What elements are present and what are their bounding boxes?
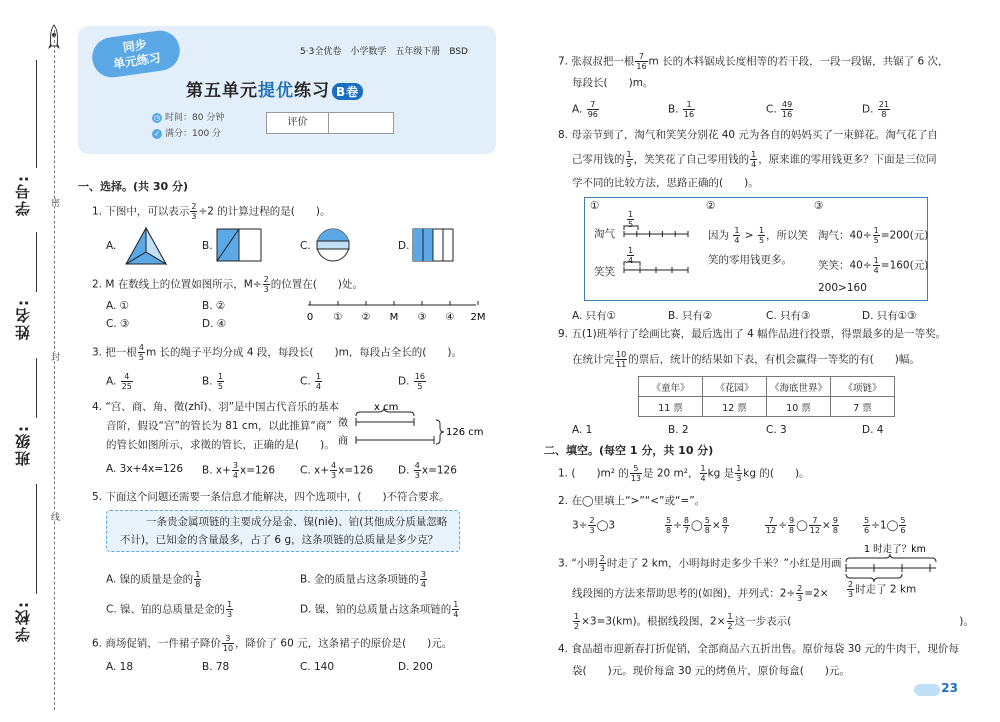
q3-option-d[interactable]: D. $\frac{16}{5}$ [398,372,425,391]
number-line-label: M [389,312,399,323]
evaluation-box [266,112,394,134]
cut-line [54,30,55,710]
table-cell: 12 票 [703,397,767,417]
fill-1: 1. ( )m² 的 $\frac{5}{13}$ 是 20 m²， $\frac{1}{4}$ kg 是 $\frac{1}{3}$ kg 的( )。 [558,464,810,483]
binding-margin [0,0,70,722]
q8-line-2: 己零用钱的 $\frac{1}{5}$ ，笑笑花了自己零用钱的 $\frac{1}{4}$ ，原来谁的零用钱更多？下面是三位同 [572,150,937,169]
q7-fraction: $\frac{7}{16}$ [636,52,647,71]
q2-option-d[interactable]: D. ④ [202,318,227,330]
number-line-label: 0 [306,312,314,323]
svg-text:1 时走了？km: 1 时走了？km [864,544,926,555]
fill-4-line-1: 4. 食品超市迎新春打折促销，全部商品六五折出售。原价每袋 30 元的牛肉干，现价每 [558,643,959,655]
q4-option-b[interactable]: B. x+ $\frac{3}{4}$ x=126 [202,461,276,480]
badge-line2: 单元练习 [112,50,162,72]
banji-line [36,358,37,418]
q2-option-c[interactable]: C. ③ [106,318,130,330]
q9-line-2: 在统计完 $\frac{10}{11}$ 的票后，统计的结果如下表，有机会赢得一等奖的有( )幅。 [572,350,920,369]
xingming-label: 姓名: [14,298,32,340]
q9-vote-table [638,376,895,417]
fill-3-diagram-bottom: $\frac{2}{3}$ 时走了 2 km [848,580,917,599]
q4-option-c[interactable]: C. x+ $\frac{4}{3}$ x=126 [300,461,374,480]
q9-line-1: 9. 五(1)班举行了绘画比赛，最后选出了 4 幅作品进行投票，得票最多的是一等奖。 [558,328,947,340]
number-line-label: 2M [470,312,486,323]
evaluation-field[interactable] [329,113,393,133]
fill-2-expr-3[interactable]: $\frac{7}{12}$ ÷ $\frac{9}{8}$ ◯ $\frac{7}{12}$ × $\frac{9}{8}$ [766,516,838,535]
q3-stem-b: m 长的绳子平均分成 4 段，每段长( )m，每段占全长的( )。 [145,346,462,359]
q5-option-b[interactable]: B. 金的质量占这条项链的 $\frac{3}{4}$ [300,570,426,589]
svg-text:126 cm: 126 cm [446,427,484,438]
title-highlight: 提优 [258,81,294,101]
title-part-a: 第五单元 [186,81,258,101]
evaluation-label: 评价 [267,113,329,133]
q1-option-c[interactable]: C. [300,240,311,252]
title-part-c: 练习 [294,81,330,101]
fill-3-line-3: $\frac{1}{2}$ ×3=3(km)。根据线段图，2× $\frac{1}{2}$ 这一步表示( )。 [574,612,974,631]
section-2-title: 二、填空。(每空 1 分，共 10 分) [544,444,714,457]
fill-2-expr-1[interactable]: 3÷ $\frac{2}{3}$ ◯3 [572,516,616,535]
xingming-line [36,232,37,292]
number-line-label: ④ [445,312,455,323]
svg-text:商: 商 [338,436,348,447]
fill-2-expr-4[interactable]: $\frac{5}{6}$ ÷1◯ $\frac{5}{6}$ [864,516,906,535]
q4-line-1: 4. “宫、商、角、徵(zhǐ)、羽”是中国古代音乐的基本 [92,401,340,413]
q8-line-1: 8. 母亲节到了，淘气和笑笑分别花 40 元为各自的妈妈买了一束鲜花。淘气花了自 [558,129,938,141]
q4-line-2: 音阶，假设“宫”的管长为 81 cm，以此推算“商” [106,420,332,432]
table-row [639,377,895,397]
xuexiao-line [36,484,37,594]
q1-figure-d [412,228,454,262]
table-row [639,397,895,417]
q8-method-1-num: ① [590,200,600,212]
number-line-label: ① [333,312,343,323]
q6-stem-a: 6. 商场促销，一件裙子降价 [92,637,221,650]
question-1 [92,202,330,221]
title-badge: B卷 [332,83,363,100]
question-2 [92,275,363,294]
q8-method-2-line2: 笑的零用钱更多。 [708,254,792,266]
q8-method-3-line2: 笑笑：40÷ $\frac{1}{4}$ =160(元) [818,256,929,275]
q5-option-c[interactable]: C. 镍、铂的总质量是金的 $\frac{1}{3}$ [106,600,233,619]
q8-xiaoxiao-label: 笑笑 [594,266,615,278]
q1-fraction: $\frac{2}{3}$ [191,202,197,221]
q8-bar2-frac: $\frac{1}{4}$ [628,246,634,265]
xuehao-line [36,60,37,168]
table-header: 《海底世界》 [767,377,831,397]
q8-option-a[interactable]: A. 只有① [572,310,617,322]
q5-info-line1: 一条贵金属项链的主要成分是金、镍(niè)、铂(其他成分质量忽略 [146,516,448,528]
q3-option-b[interactable]: B. $\frac{1}{5}$ [202,372,223,391]
cut-mark-mi: 密 [49,198,59,207]
page-number: 23 [941,681,958,695]
score-info [152,126,221,139]
q3-fraction: $\frac{4}{5}$ [138,343,144,362]
q8-method-2-num: ② [706,200,716,212]
q5-info-line2: 不计)，已知金的含量最多，占了 6 g，这条项链的总质量是多少克？ [120,534,439,546]
fill-4-line-2: 袋( )元。现价每盒 30 元的烤鱼片，原价每盒( )元。 [572,665,850,677]
q1-option-a[interactable]: A. [106,240,117,252]
q3-option-c[interactable]: C. $\frac{1}{4}$ [300,372,322,391]
number-line-label: ③ [417,312,427,323]
table-header: 《项链》 [831,377,895,397]
q2-fraction: $\frac{2}{3}$ [263,275,269,294]
q2-stem-b: 的位置在( )处。 [270,278,363,291]
q8-bar1-frac: $\frac{1}{5}$ [628,210,634,229]
fill-2-stem: 2. 在◯里填上“>”“<”或“=”。 [558,495,706,507]
q7-option-b[interactable]: B. $\frac{1}{16}$ [668,100,695,119]
fill-3-line-1: 3. “小明 $\frac{2}{3}$ 时走了 2 km，小明每时走多少千米？”小红是用画 [558,554,842,573]
q1-option-b[interactable]: B. [202,240,213,252]
time-text: 时间：80 分钟 [165,113,225,123]
q7-option-d[interactable]: D. $\frac{21}{8}$ [862,100,889,119]
page-number-decoration [914,684,940,696]
fill-2-expr-2[interactable]: $\frac{5}{8}$ ÷ $\frac{8}{7}$ ◯ $\frac{5}{8}$ × $\frac{8}{7}$ [666,516,728,535]
table-header: 《童年》 [639,377,703,397]
q2-option-b[interactable]: B. ② [202,300,226,312]
q1-option-d[interactable]: D. [398,240,410,252]
q8-option-b[interactable]: B. 只有② [668,310,713,322]
series-info: 5·3全优卷 小学数学 五年级下册 BSD [300,47,468,57]
q4-line-3: 的管长如图所示，求徵的管长，正确的是( )。 [106,439,335,451]
q8-method-2-line1: 因为 $\frac{1}{4}$ > $\frac{1}{5}$ ，所以笑 [708,226,809,245]
question-7: 7. 张叔叔把一根 $\frac{7}{16}$ m 长的木料锯成长度相等的若干段，一段一段锯，共锯了 6 次， [558,52,949,71]
q2-number-line [306,296,486,326]
q9-option-a[interactable]: A. 1 [572,424,593,436]
table-cell: 7 票 [831,397,895,417]
q8-segment-diagram [622,222,692,278]
fill-3-line-2: 线段图的方法来帮助思考的(如图)，并列式：2÷ $\frac{2}{3}$ =2× [572,584,829,603]
time-info [152,110,224,123]
q6-option-c[interactable]: C. 140 [300,661,335,673]
q1-stem-a: 1. 下图中，可以表示 [92,205,190,218]
q5-option-d[interactable]: D. 镍、铂的总质量占这条项链的 $\frac{1}{4}$ [300,600,459,619]
q7-option-a[interactable]: A. $\frac{7}{96}$ [572,100,598,119]
question-3 [92,343,462,362]
clock-icon: ◷ [153,114,161,122]
q6-option-d[interactable]: D. 200 [398,661,433,673]
q8-method-3-line1: 淘气：40÷ $\frac{1}{5}$ =200(元) [818,226,929,245]
q2-stem-a: 2. M 在数线上的位置如图所示，M÷ [92,278,262,291]
q1-stem-b: ÷2 的计算过程的是( )。 [198,205,331,218]
svg-text:徵: 徵 [338,418,348,429]
q4-figure [336,398,486,456]
q9-option-b[interactable]: B. 2 [668,424,689,436]
q8-method-3-num: ③ [814,200,824,212]
q5-option-a[interactable]: A. 镍的质量是金的 $\frac{1}{8}$ [106,570,201,589]
question-5: 5. 下面这个问题还需要一条信息才能解决，四个选项中，( )不符合要求。 [92,491,450,503]
q6-stem-b: ，降价了 60 元，这条裙子的原价是( )元。 [235,637,453,650]
q6-option-b[interactable]: B. 78 [202,661,230,673]
q4-option-d[interactable]: D. $\frac{4}{3}$ x=126 [398,461,457,480]
q6-option-a[interactable]: A. 18 [106,661,134,673]
table-cell: 10 票 [767,397,831,417]
q1-figure-b [216,228,262,262]
q2-option-a[interactable]: A. ① [106,300,130,312]
q4-option-a[interactable]: A. 3x+4x=126 [106,463,184,475]
q4-fig-x: x cm [374,402,399,413]
q8-line-3: 学不同的比较方法，思路正确的( )。 [572,177,759,189]
xuexiao-label: 学校: [14,600,32,642]
q3-option-a[interactable]: A. $\frac{4}{25}$ [106,372,132,391]
cut-mark-feng: 封 [49,352,59,361]
table-cell: 11 票 [639,397,703,417]
xuehao-label: 学号: [14,174,32,216]
question-6 [92,634,452,653]
q7-line-2: 每段长( )m。 [572,77,654,89]
number-line-label: ② [361,312,371,323]
score-text: 满分：100 分 [165,129,222,139]
q6-fraction: $\frac{3}{10}$ [222,634,234,653]
q8-option-d[interactable]: D. 只有①③ [862,310,917,322]
badge-line1: 同步 [122,37,148,55]
q8-option-c[interactable]: C. 只有③ [766,310,811,322]
check-icon: ✓ [152,129,162,139]
table-header: 《花园》 [703,377,767,397]
banji-label: 班级: [14,424,32,466]
cut-mark-xian: 线 [49,512,59,521]
q7-option-c[interactable]: C. $\frac{49}{16}$ [766,100,793,119]
q9-option-d[interactable]: D. 4 [862,424,884,436]
page-title [186,76,363,101]
q9-option-c[interactable]: C. 3 [766,424,787,436]
q8-taoqi-label: 淘气 [594,228,615,240]
q8-method-3-compare: 200>160 [818,282,867,294]
section-1-title: 一、选择。(共 30 分) [78,180,189,193]
q3-stem-a: 3. 把一根 [92,346,137,359]
q1-figure-c [314,228,352,262]
q1-figure-a [124,226,168,266]
